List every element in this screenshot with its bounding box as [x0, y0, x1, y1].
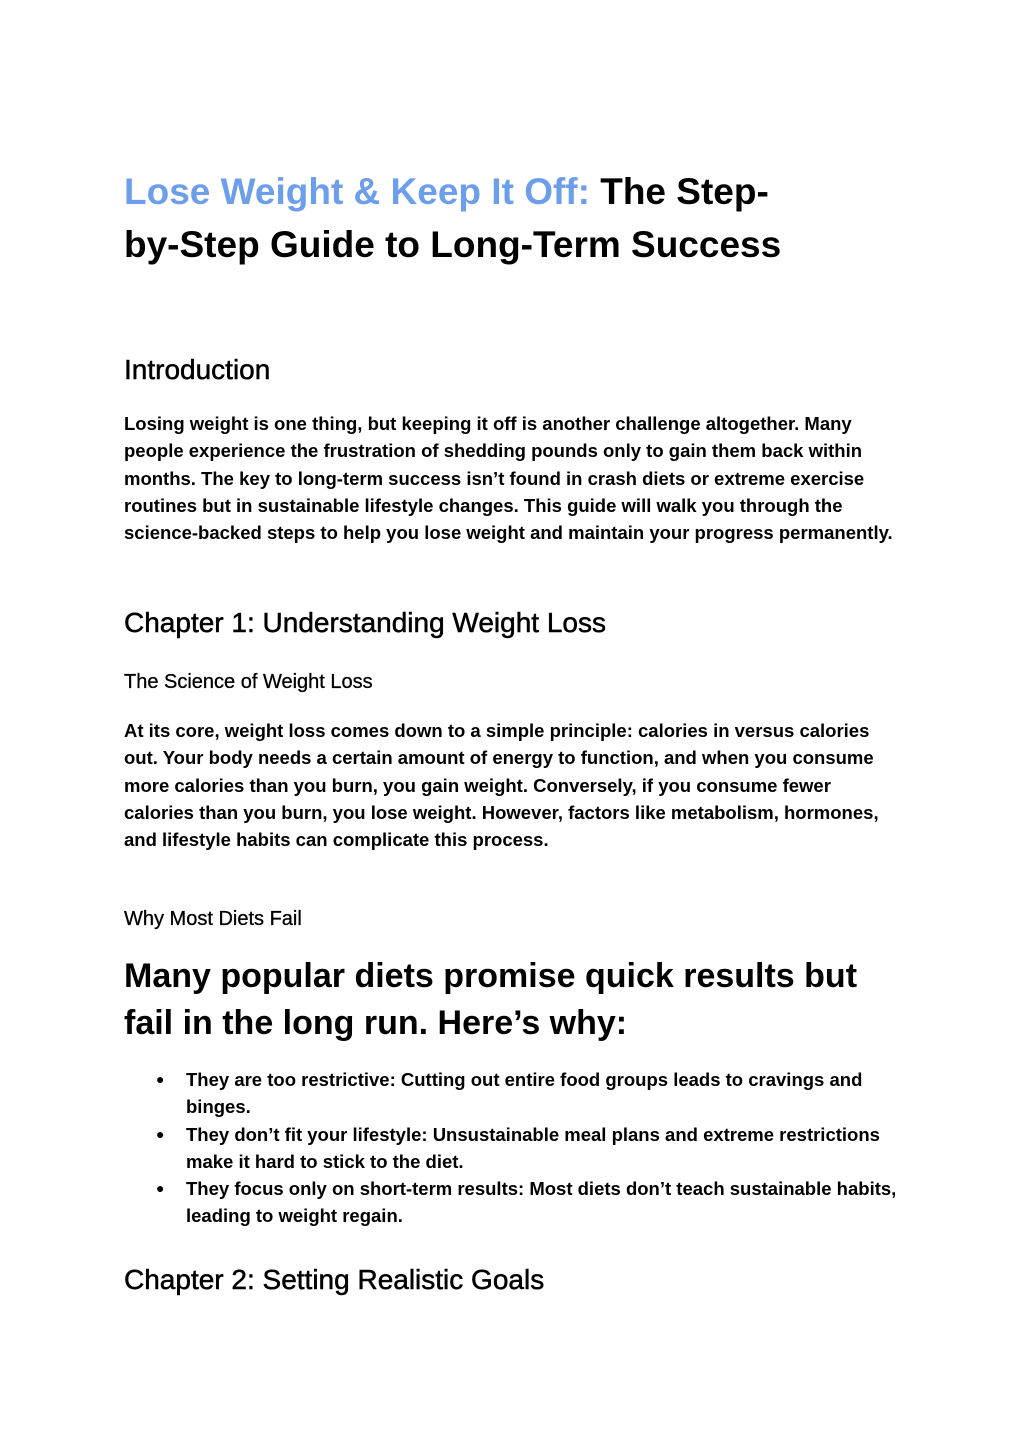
list-item [124, 1066, 904, 1121]
diets-lead-text: Many popular diets promise quick results but fail in the long run. Here’s why: [124, 957, 858, 1042]
introduction-heading: Introduction [124, 354, 271, 385]
list-item [124, 1175, 904, 1230]
document-title [124, 165, 824, 271]
chapter1-heading: Chapter 1: Understanding Weight Loss [124, 607, 606, 638]
diets-fail-list [124, 1066, 904, 1230]
bullet-icon: ● [156, 1180, 165, 1197]
title-rest: The Step-by-Step Guide to Long-Term Success [124, 171, 782, 265]
diets-fail-heading: Why Most Diets Fail [124, 908, 302, 930]
introduction-paragraph: Losing weight is one thing, but keeping it off is another challenge altogether. Many people experience the frustration of shedding pounds only to gain them back within months. The key to long-term success isn’t found in crash diets or extreme exercise routines but in sustainable lifestyle changes. This guide will walk you through the science-backed steps to help you lose weight and maintain your progress permanently. [124, 413, 893, 544]
list-item-text: They focus only on short-term results: Most diets don’t teach sustainable habits, leading to weight regain. [186, 1178, 897, 1227]
chapter2-heading: Chapter 2: Setting Realistic Goals [124, 1264, 545, 1295]
list-item [124, 1121, 904, 1176]
science-heading: The Science of Weight Loss [124, 671, 373, 693]
bullet-icon: ● [156, 1125, 165, 1142]
list-item-text: They are too restrictive: Cutting out entire food groups leads to cravings and binges. [186, 1069, 863, 1118]
bullet-icon: ● [156, 1071, 165, 1087]
title-accent: Lose Weight & Keep It Off: [124, 171, 590, 212]
science-paragraph: At its core, weight loss comes down to a simple principle: calories in versus calories out. Your body needs a certain amount of energy to function, and when you consume more calories than you burn, you gain weight. Conversely, if you consume fewer calories than you burn, you lose weight. However, factors like metabolism, hormones, and lifestyle habits can complicate this process. [124, 720, 879, 851]
list-item-text: They don’t fit your lifestyle: Unsustainable meal plans and extreme restrictions make it hard to stick to the diet. [186, 1123, 880, 1172]
